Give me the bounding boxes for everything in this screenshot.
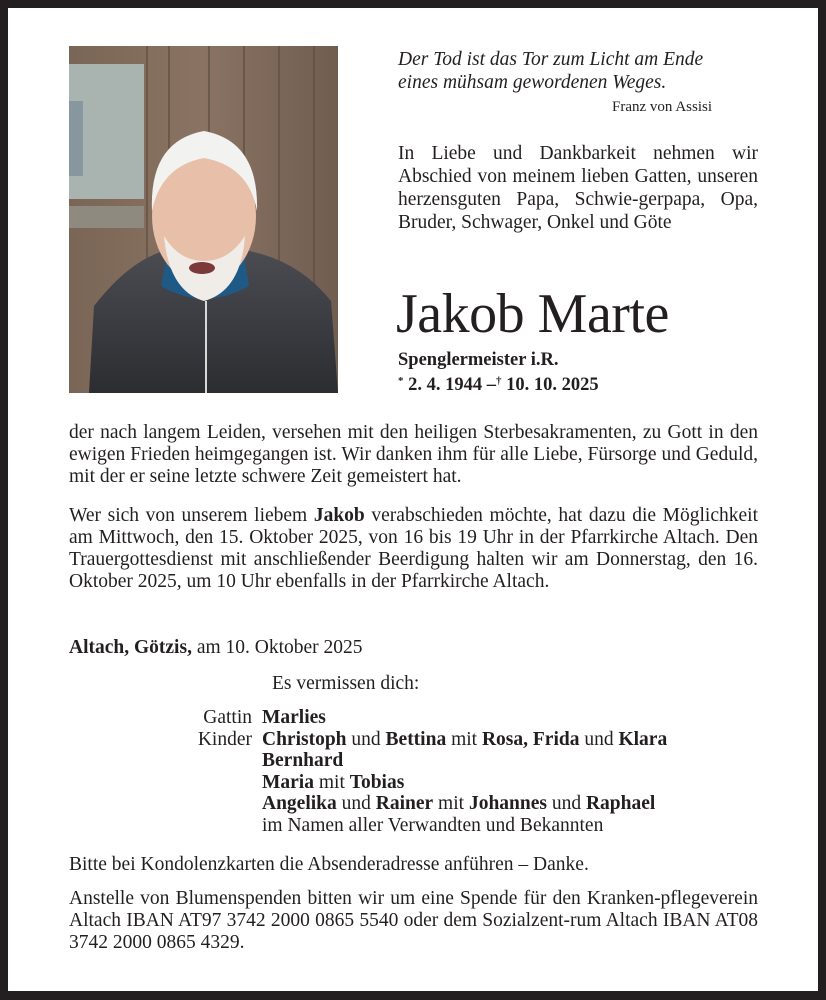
mourner-name: Raphael [585,793,656,814]
mourner-names [262,772,404,794]
mourner-name: Maria [262,771,314,793]
mourner-row [158,772,667,794]
mourner-name: Klara [618,728,668,750]
intro-text: In Liebe und Dankbarkeit nehmen wir Abschied von meinem lieben Gatten, unseren herzensguten Papa, Schwie-gerpapa, Opa, Bruder, Schwager, Onkel und Göte [398,143,758,233]
mourner-name: Tobias [349,771,405,793]
mourner-names [262,750,343,772]
mourners-list [158,707,667,836]
mourner-names [262,793,655,815]
mourner-name: Rosa, Frida [481,728,580,750]
mourner-name: Marlies [262,707,326,728]
relation-label [158,793,262,815]
connector-text: im Namen aller Verwandten und Bekannten [262,814,604,836]
birth-star-icon: * [398,375,404,387]
relation-label: Gattin [203,707,252,728]
quote-line-1: Der Tod ist das Tor zum Licht am Ende [398,49,704,70]
mourner-names [262,707,326,729]
birth-date: 2. 4. 1944 [408,375,483,395]
quote-author: Franz von Assisi [612,99,713,115]
date: am 10. Oktober 2025 [191,637,363,658]
place-date [69,637,363,659]
mourner-row [158,815,667,837]
relation-label [158,815,262,837]
mourner-name: Bettina [385,728,447,750]
obituary-card [8,8,818,991]
connector-text: und [546,793,586,814]
body-paragraph-2 [69,505,758,593]
mourner-name: Angelika [262,793,337,814]
body-paragraph-1: der nach langem Leiden, versehen mit den heiligen Sterbesakramenten, zu Gott in den ewigen Frieden heimgegangen ist. Wir danken ihm für alle Liebe, Fürsorge und Geduld, mit der er seine letzte schwere Zeit gemeistert hat. [69,422,758,487]
mourner-row [158,750,667,772]
mourner-names [262,729,667,751]
death-date: 10. 10. 2025 [506,375,599,395]
relation-label: Kinder [197,728,252,750]
connector-text: und [346,728,386,750]
connector-text: mit [433,793,469,814]
connector-text: mit [446,728,482,750]
mourner-name: Bernhard [262,750,344,771]
date-separator: – [486,375,496,395]
condolence-note: Bitte bei Kondolenzkarten die Absenderadresse anführen – Danke. [69,854,589,875]
mourner-name: Rainer [375,793,434,814]
connector-text: und [579,728,619,750]
paragraph-2-name: Jakob [313,505,365,526]
mourners-heading: Es vermissen dich: [272,673,420,694]
place: Altach, Götzis, [69,637,192,658]
mourner-row [158,729,667,751]
deceased-title: Spenglermeister i.R. [398,350,559,370]
mourner-names [262,815,603,837]
donation-paragraph: Anstelle von Blumenspenden bitten wir um eine Spende für den Kranken-pflegeverein Altach IBAN AT97 3742 2000 0865 5540 oder dem Sozialzent-rum Altach IBAN AT08 3742 2000 0865 4329. [69,888,758,953]
relation-label [158,750,262,772]
death-cross-icon: † [496,375,502,387]
portrait-photo [69,46,338,393]
mourner-row [158,707,667,729]
connector-text: und [336,793,376,814]
mourner-row [158,793,667,815]
life-dates [398,371,599,396]
mourner-name: Johannes [468,793,547,814]
quote-line-2: eines mühsam gewordenen Weges. [398,72,667,93]
mourner-name: Christoph [262,728,347,750]
paragraph-2-post: verabschieden möchte, hat dazu die Möglichkeit am Mittwoch, den 15. Oktober 2025, von 16 bis 19 Uhr in der Pfarrkirche Altach. Den Trauergottesdienst mit anschließender Beerdigung halten wir am Donnerstag, den 16. Oktober 2025, um 10 Uhr ebenfalls in der Pfarrkirche Altach. [69,505,758,592]
quote [398,48,758,94]
connector-text: mit [313,771,350,793]
portrait-image-icon [69,46,338,393]
paragraph-2-pre: Wer sich von unserem liebem [69,505,314,526]
deceased-name: Jakob Marte [396,283,669,345]
relation-label [158,772,262,794]
